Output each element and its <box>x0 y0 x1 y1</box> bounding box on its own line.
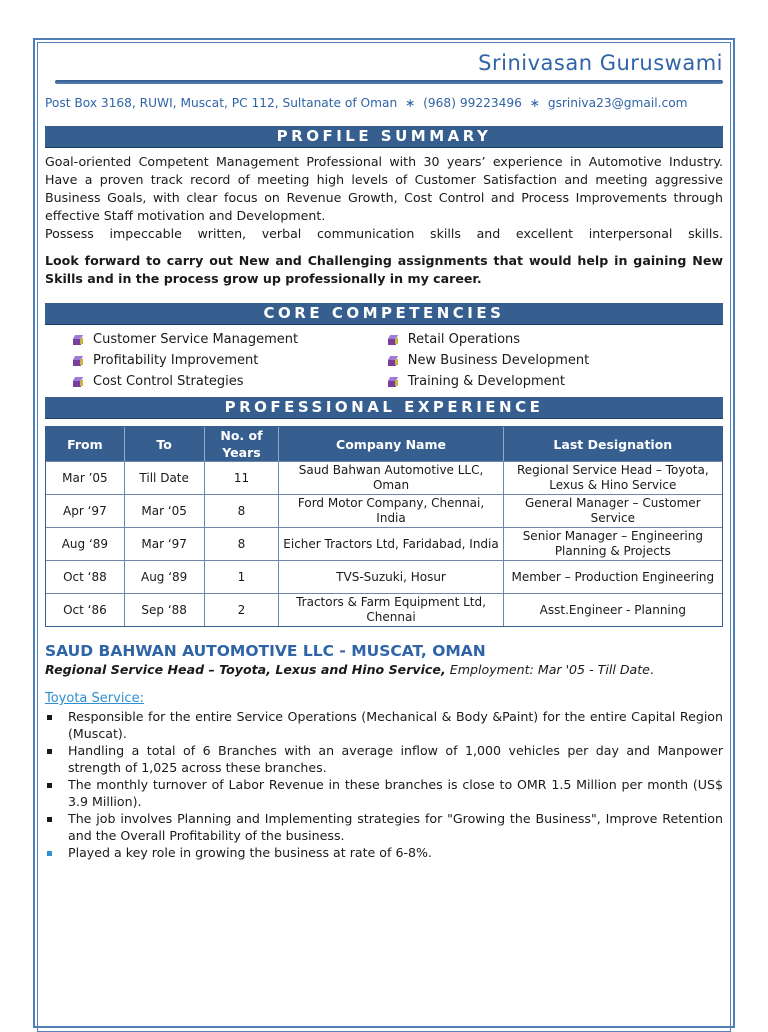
competencies-right-column <box>388 329 723 392</box>
profile-paragraph: Goal-oriented Competent Management Professional with 30 years’ experience in Automotive Industry. Have a proven track record of meeting high levels of Customer Satisfaction and meeting aggressive Business Goals, with clear focus on Revenue Growth, Cost Control and Process Improvements through effective Staff motivation and Development. <box>45 154 723 223</box>
cell-to: Mar ‘05 <box>125 494 205 527</box>
professional-experience-heading: PROFESSIONAL EXPERIENCE <box>45 397 723 419</box>
cell-company: Saud Bahwan Automotive LLC, Oman <box>279 461 503 494</box>
competency-item <box>73 329 388 350</box>
cell-company: Eicher Tractors Ltd, Faridabad, India <box>279 527 503 560</box>
competency-label: New Business Development <box>407 353 590 368</box>
cell-from: Mar ’05 <box>46 461 125 494</box>
competencies-left-column <box>45 329 388 392</box>
cell-to: Sep ‘88 <box>125 593 205 626</box>
cube-bullet-icon <box>73 377 83 387</box>
column-header-company: Company Name <box>279 427 503 461</box>
profile-skills-line: Possess impeccable written, verbal communication skills and excellent interpersonal skills. <box>45 226 723 241</box>
cell-years: 2 <box>205 593 280 626</box>
cell-years: 1 <box>205 560 280 593</box>
cell-designation: Asst.Engineer - Planning <box>504 593 722 626</box>
competency-item <box>73 350 388 371</box>
table-header-row <box>46 427 722 461</box>
competencies-list <box>45 329 723 392</box>
cell-to: Till Date <box>125 461 205 494</box>
competency-item <box>388 350 723 371</box>
cell-years: 11 <box>205 461 280 494</box>
column-header-designation: Last Designation <box>504 427 722 461</box>
resume-content <box>45 49 723 861</box>
candidate-name: Srinivasan Guruswami <box>478 51 723 75</box>
competency-label: Cost Control Strategies <box>93 374 244 389</box>
competency-item <box>388 371 723 392</box>
cube-bullet-icon <box>73 335 83 345</box>
competency-label: Profitability Improvement <box>93 353 259 368</box>
separator: ∗ <box>529 96 540 110</box>
list-item: Played a key role in growing the business at rate of 6-8%. <box>45 844 723 861</box>
experience-table <box>45 426 723 627</box>
cell-to: Aug ‘89 <box>125 560 205 593</box>
cell-years: 8 <box>205 527 280 560</box>
competency-item <box>388 329 723 350</box>
cell-to: Mar ‘97 <box>125 527 205 560</box>
profile-objective: Look forward to carry out New and Challenging assignments that would help in gaining New Skills and in the process grow up professionally in my career. <box>45 253 723 286</box>
cell-from: Aug ‘89 <box>46 527 125 560</box>
cell-designation: Senior Manager – Engineering Planning & Projects <box>504 527 722 560</box>
cell-from: Apr ‘97 <box>46 494 125 527</box>
list-item: The monthly turnover of Labor Revenue in these branches is close to OMR 1.5 Million per month (US$ 3.9 Million). <box>45 776 723 810</box>
email-link[interactable]: gsriniva23@gmail.com <box>547 96 688 110</box>
cell-designation: General Manager – Customer Service <box>504 494 722 527</box>
cell-years: 8 <box>205 494 280 527</box>
table-row <box>46 527 722 560</box>
table-row <box>46 560 722 593</box>
cell-from: Oct ‘88 <box>46 560 125 593</box>
table-row <box>46 593 722 626</box>
employment-period: Employment: Mar '05 - Till Date <box>449 662 650 677</box>
company-heading: SAUD BAHWAN AUTOMOTIVE LLC - MUSCAT, OMAN <box>45 642 486 660</box>
cell-company: TVS-Suzuki, Hosur <box>279 560 503 593</box>
column-header-years: No. of Years <box>205 427 280 461</box>
list-item: Responsible for the entire Service Operations (Mechanical & Body &Paint) for the entire Capital Region (Muscat). <box>45 708 723 742</box>
cell-company: Ford Motor Company, Chennai, India <box>279 494 503 527</box>
cell-designation: Member – Production Engineering <box>504 560 722 593</box>
cube-bullet-icon <box>388 335 398 345</box>
table-row <box>46 461 722 494</box>
competency-label: Customer Service Management <box>93 332 299 347</box>
phone: (968) 99223496 <box>423 96 522 110</box>
cell-designation: Regional Service Head – Toyota, Lexus & Hino Service <box>504 461 722 494</box>
column-header-from: From <box>46 427 125 461</box>
list-item: Handling a total of 6 Branches with an average inflow of 1,000 vehicles per day and Manpower strength of 1,025 across these branches. <box>45 742 723 776</box>
toyota-service-subheading: Toyota Service: <box>45 691 144 706</box>
cube-bullet-icon <box>388 377 398 387</box>
role-line: Regional Service Head – Toyota, Lexus and Hino Service, Employment: Mar '05 - Till Date. <box>45 662 654 677</box>
list-item: The job involves Planning and Implementing strategies for "Growing the Business", Improve Retention and the Overall Profitability of the business. <box>45 810 723 844</box>
column-header-to: To <box>125 427 205 461</box>
competency-label: Training & Development <box>407 374 565 389</box>
cube-bullet-icon <box>388 356 398 366</box>
address: Post Box 3168, RUWI, Muscat, PC 112, Sultanate of Oman <box>45 96 398 110</box>
profile-summary-heading: PROFILE SUMMARY <box>45 126 723 148</box>
cell-company: Tractors & Farm Equipment Ltd, Chennai <box>279 593 503 626</box>
core-competencies-heading: CORE COMPETENCIES <box>45 303 723 325</box>
cell-from: Oct ‘86 <box>46 593 125 626</box>
competency-label: Retail Operations <box>407 332 521 347</box>
header-rule <box>55 80 723 84</box>
cube-bullet-icon <box>73 356 83 366</box>
separator: ∗ <box>405 96 416 110</box>
role-title: Regional Service Head – Toyota, Lexus and Hino Service <box>45 662 441 677</box>
contact-line <box>45 95 723 111</box>
table-row <box>46 494 722 527</box>
responsibilities-list <box>45 708 723 861</box>
competency-item <box>73 371 388 392</box>
